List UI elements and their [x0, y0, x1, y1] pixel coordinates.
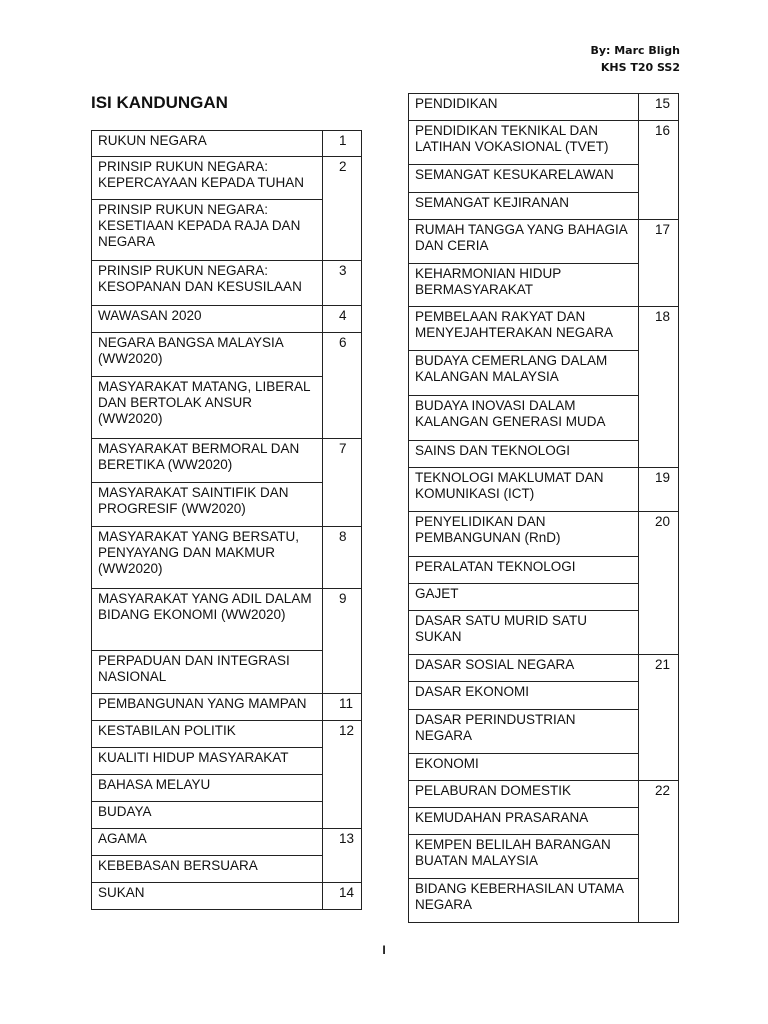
toc-page-number: 3	[323, 261, 362, 306]
toc-topic: KUALITI HIDUP MASYARAKAT	[92, 748, 323, 775]
toc-row	[409, 351, 679, 396]
toc-table-left-body	[92, 131, 362, 910]
toc-topic: DASAR EKONOMI	[409, 682, 639, 710]
toc-topic: PENDIDIKAN TEKNIKAL DAN LATIHAN VOKASIONAL (TVET)	[409, 121, 639, 165]
toc-topic: PERPADUAN DAN INTEGRASI NASIONAL	[92, 651, 323, 694]
toc-page-number: 20	[639, 512, 679, 655]
toc-row	[409, 835, 679, 879]
toc-page-number: 21	[639, 655, 679, 781]
toc-row	[409, 307, 679, 351]
toc-row	[92, 306, 362, 333]
toc-row	[92, 694, 362, 721]
toc-row	[92, 439, 362, 483]
toc-topic: BUDAYA INOVASI DALAM KALANGAN GENERASI MUDA	[409, 396, 639, 441]
toc-page-number: 15	[639, 94, 679, 121]
toc-topic: SEMANGAT KEJIRANAN	[409, 193, 639, 220]
toc-topic: SUKAN	[92, 883, 323, 910]
toc-page-number: 7	[323, 439, 362, 527]
toc-page-number: 13	[323, 829, 362, 883]
toc-row	[409, 396, 679, 441]
toc-topic: EKONOMI	[409, 754, 639, 781]
toc-topic: MASYARAKAT BERMORAL DAN BERETIKA (WW2020)	[92, 439, 323, 483]
toc-topic: RUKUN NEGARA	[92, 131, 323, 157]
toc-page-number: 14	[323, 883, 362, 910]
toc-row	[409, 220, 679, 264]
toc-topic: KEMUDAHAN PRASARANA	[409, 808, 639, 835]
toc-row	[92, 527, 362, 589]
toc-row	[92, 131, 362, 157]
toc-row	[409, 808, 679, 835]
toc-row	[92, 802, 362, 829]
toc-topic: PEMBELAAN RAKYAT DAN MENYEJAHTERAKAN NEGARA	[409, 307, 639, 351]
toc-topic: MASYARAKAT YANG BERSATU, PENYAYANG DAN MAKMUR (WW2020)	[92, 527, 323, 589]
toc-page-number: 22	[639, 781, 679, 923]
author-block	[590, 42, 680, 76]
toc-topic: BUDAYA CEMERLANG DALAM KALANGAN MALAYSIA	[409, 351, 639, 396]
toc-topic: MASYARAKAT YANG ADIL DALAM BIDANG EKONOMI (WW2020)	[92, 589, 323, 651]
toc-row	[92, 883, 362, 910]
toc-topic: MASYARAKAT SAINTIFIK DAN PROGRESIF (WW2020)	[92, 483, 323, 527]
toc-row	[92, 775, 362, 802]
toc-topic: PRINSIP RUKUN NEGARA: KEPERCAYAAN KEPADA TUHAN	[92, 157, 323, 200]
toc-row	[92, 748, 362, 775]
toc-table-left	[91, 130, 362, 910]
toc-row	[409, 441, 679, 468]
toc-topic: BUDAYA	[92, 802, 323, 829]
toc-row	[409, 710, 679, 754]
toc-row	[409, 879, 679, 923]
toc-row	[92, 721, 362, 748]
toc-page-number: 16	[639, 121, 679, 220]
toc-topic: KEBEBASAN BERSUARA	[92, 856, 323, 883]
toc-topic: PENDIDIKAN	[409, 94, 639, 121]
toc-row	[92, 856, 362, 883]
toc-topic: MASYARAKAT MATANG, LIBERAL DAN BERTOLAK ANSUR (WW2020)	[92, 377, 323, 439]
toc-topic: KESTABILAN POLITIK	[92, 721, 323, 748]
toc-page-number: 1	[323, 131, 362, 157]
toc-table-right	[408, 93, 679, 923]
toc-topic: DASAR SOSIAL NEGARA	[409, 655, 639, 682]
toc-topic: TEKNOLOGI MAKLUMAT DAN KOMUNIKASI (ICT)	[409, 468, 639, 512]
toc-topic: PELABURAN DOMESTIK	[409, 781, 639, 808]
toc-topic: PRINSIP RUKUN NEGARA: KESOPANAN DAN KESUSILAAN	[92, 261, 323, 306]
toc-row	[92, 261, 362, 306]
toc-row	[409, 165, 679, 193]
toc-page-number: 19	[639, 468, 679, 512]
toc-row	[409, 512, 679, 557]
toc-row	[92, 589, 362, 651]
toc-table-right-body	[409, 94, 679, 923]
toc-topic: PERALATAN TEKNOLOGI	[409, 557, 639, 584]
toc-row	[92, 377, 362, 439]
toc-topic: PEMBANGUNAN YANG MAMPAN	[92, 694, 323, 721]
toc-row	[92, 200, 362, 261]
toc-row	[409, 94, 679, 121]
toc-topic: PRINSIP RUKUN NEGARA: KESETIAAN KEPADA RAJA DAN NEGARA	[92, 200, 323, 261]
toc-page-number: 18	[639, 307, 679, 468]
toc-page-number: 11	[323, 694, 362, 721]
toc-row	[409, 264, 679, 307]
toc-row	[409, 754, 679, 781]
toc-page-number: 4	[323, 306, 362, 333]
toc-row	[409, 682, 679, 710]
toc-topic: AGAMA	[92, 829, 323, 856]
toc-row	[409, 468, 679, 512]
toc-topic: KEMPEN BELILAH BARANGAN BUATAN MALAYSIA	[409, 835, 639, 879]
toc-row	[409, 557, 679, 584]
toc-row	[409, 781, 679, 808]
toc-page-number: 17	[639, 220, 679, 307]
toc-row	[409, 584, 679, 611]
toc-topic: NEGARA BANGSA MALAYSIA (WW2020)	[92, 333, 323, 377]
toc-page-number: 12	[323, 721, 362, 829]
toc-page-number: 6	[323, 333, 362, 439]
toc-topic: RUMAH TANGGA YANG BAHAGIA DAN CERIA	[409, 220, 639, 264]
toc-row	[92, 651, 362, 694]
toc-page-number: 8	[323, 527, 362, 589]
document-code: KHS T20 SS2	[600, 61, 680, 74]
toc-topic: DASAR PERINDUSTRIAN NEGARA	[409, 710, 639, 754]
toc-row	[409, 655, 679, 682]
toc-topic: DASAR SATU MURID SATU SUKAN	[409, 611, 639, 655]
toc-page-number: 2	[323, 157, 362, 261]
toc-row	[92, 333, 362, 377]
toc-topic: BAHASA MELAYU	[92, 775, 323, 802]
toc-topic: WAWASAN 2020	[92, 306, 323, 333]
page-number: I	[382, 943, 386, 957]
toc-topic: PENYELIDIKAN DAN PEMBANGUNAN (RnD)	[409, 512, 639, 557]
toc-topic: SEMANGAT KESUKARELAWAN	[409, 165, 639, 193]
toc-row	[92, 483, 362, 527]
toc-page-number: 9	[323, 589, 362, 694]
toc-row	[409, 611, 679, 655]
toc-topic: KEHARMONIAN HIDUP BERMASYARAKAT	[409, 264, 639, 307]
toc-topic: SAINS DAN TEKNOLOGI	[409, 441, 639, 468]
toc-row	[92, 157, 362, 200]
page-title: ISI KANDUNGAN	[91, 93, 228, 112]
toc-row	[409, 193, 679, 220]
author-name: By: Marc Bligh	[590, 44, 680, 57]
toc-topic: GAJET	[409, 584, 639, 611]
toc-row	[92, 829, 362, 856]
toc-row	[409, 121, 679, 165]
toc-topic: BIDANG KEBERHASILAN UTAMA NEGARA	[409, 879, 639, 923]
